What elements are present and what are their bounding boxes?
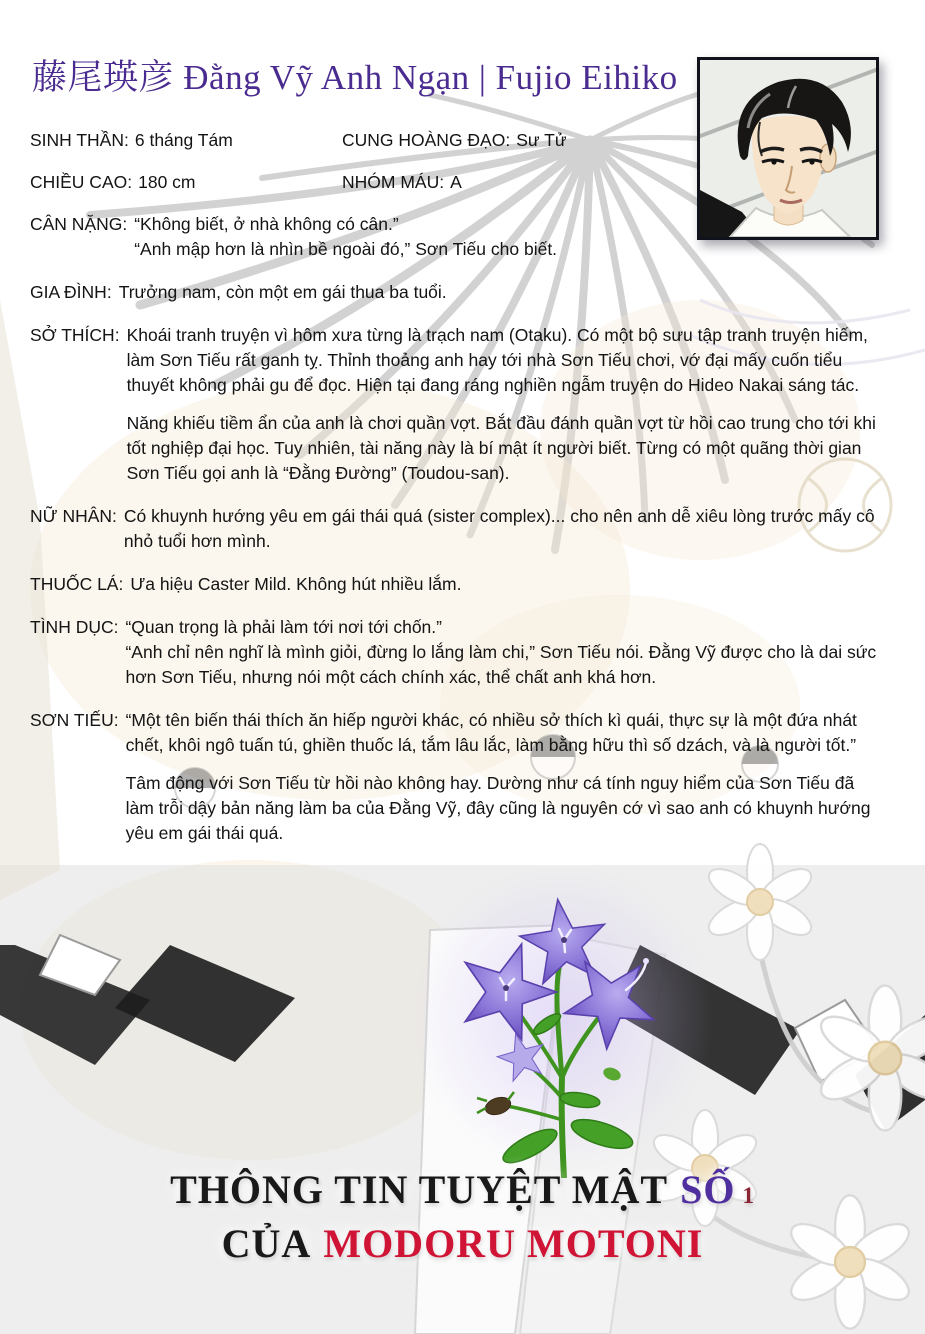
height-value: 180 cm: [138, 172, 196, 192]
paragraph: Ưa hiệu Caster Mild. Không hút nhiều lắm.: [130, 574, 462, 594]
paragraph: “Anh mập hơn là nhìn bề ngoài đó,” Sơn Tiếu cho biết.: [134, 239, 558, 259]
height-field: [30, 170, 342, 195]
footer-highlight-text: SỐ: [680, 1167, 736, 1212]
bellflower-illustration: [412, 868, 722, 1178]
zodiac-value: Sư Tử: [516, 130, 567, 150]
birthday-value: 6 tháng Tám: [134, 130, 233, 150]
section-son-tieu: [30, 708, 877, 846]
section-son-tieu-text: [126, 708, 877, 846]
section-sex: [30, 615, 877, 690]
blood-type-value: A: [450, 172, 462, 192]
section-sex-text: [125, 615, 877, 690]
section-hobbies-label: SỞ THÍCH:: [30, 325, 120, 345]
section-sex-label: TÌNH DỤC:: [30, 617, 119, 637]
footer-author-name: MODORU MOTONI: [323, 1221, 704, 1266]
section-family: [30, 280, 877, 305]
paragraph: Trưởng nam, còn một em gái thua ba tuổi.: [118, 282, 447, 302]
birthday-label: SINH THẦN:: [30, 130, 129, 150]
footer-line-1: [0, 1166, 925, 1220]
section-women-text: [124, 504, 877, 554]
paragraph: Có khuynh hướng yêu em gái thái quá (sister complex)... cho nên anh dễ xiêu lòng trước mấy cô nhỏ tuổi hơn mình.: [123, 506, 875, 551]
section-weight-label: CÂN NẶNG:: [30, 214, 128, 234]
section-women: [30, 504, 877, 554]
character-portrait: [697, 57, 879, 240]
footer-prefix-text: CỦA: [221, 1221, 312, 1266]
section-cigarettes: [30, 572, 877, 597]
paragraph: Khoái tranh truyện vì hôm xưa từng là trạch nam (Otaku). Có một bộ sưu tập tranh truyện hiếm, làm Sơn Tiếu rất ganh tỵ. Thỉnh thoảng anh hay tới nhà Sơn Tiếu chơi, vớ đại mấy cuốn tiểu thuyết không phải gu để đọc. Hiện tại đang ráng nghiền ngẫm truyện do Hideo Nakai sáng tác.: [126, 325, 868, 395]
section-cigarettes-text: [130, 572, 877, 597]
paragraph: “Không biết, ở nhà không có cân.”: [134, 214, 399, 234]
paragraph: “Quan trọng là phải làm tới nơi tới chốn.”: [125, 617, 442, 637]
birthday-field: [30, 128, 342, 153]
footer-title: [0, 1166, 925, 1268]
section-cigarettes-label: THUỐC LÁ:: [30, 574, 124, 594]
zodiac-label: CUNG HOÀNG ĐẠO:: [342, 130, 511, 150]
paragraph: “Một tên biến thái thích ăn hiếp người khác, có nhiều sở thích kì quái, thực sự là một đứa nhát chết, khôi ngô tuấn tú, ghiền thuốc lá, tắm lâu lắc, làm bằng hữu thì số dzách, và là người tốt.”: [125, 710, 857, 755]
height-label: CHIỀU CAO:: [30, 172, 133, 192]
title-vietnamese: Đằng Vỹ Anh Ngạn: [183, 58, 470, 97]
section-hobbies: [30, 323, 877, 486]
footer-line-2: [0, 1220, 925, 1268]
blood-type-label: NHÓM MÁU:: [342, 172, 445, 192]
title-kanji: 藤尾瑛彦: [32, 58, 175, 97]
section-family-label: GIA ĐÌNH:: [30, 282, 112, 302]
section-women-label: NỮ NHÂN:: [30, 506, 117, 526]
paragraph: “Anh chỉ nên nghĩ là mình giỏi, đừng lo lắng làm chi,” Sơn Tiếu nói. Đằng Vỹ được cho là dai sức hơn Sơn Tiếu, nhưng nói một cách chính xác, thể chất anh khá hơn.: [125, 642, 877, 687]
paragraph: Năng khiếu tiềm ẩn của anh là chơi quần vợt. Bắt đầu đánh quần vợt từ hồi cao trung cho tới khi tốt nghiệp đại học. Tuy nhiên, tài năng này là bí mật ít người biết. Từng có một quãng thời gian Sơn Tiếu gọi anh là “Đằng Đường” (Toudou-san).: [126, 413, 876, 483]
title-romaji: Fujio Eihiko: [495, 58, 678, 97]
portrait-illustration: [700, 60, 876, 237]
footer-main-text: THÔNG TIN TUYỆT MẬT: [170, 1167, 669, 1212]
section-hobbies-text: [127, 323, 877, 486]
paragraph: Tâm động với Sơn Tiếu từ hồi nào không hay. Dường như cá tính nguy hiểm của Sơn Tiếu đã làm trỗi dậy bản năng làm ba của Đằng Vỹ, đây cũng là nguyên cớ vì sao anh có khuynh hướng yêu em gái thái quá.: [125, 773, 871, 843]
title-separator: |: [478, 58, 487, 97]
section-family-text: [119, 280, 877, 305]
footer-issue-number: 1: [742, 1183, 755, 1208]
section-son-tieu-label: SƠN TIẾU:: [30, 710, 119, 730]
